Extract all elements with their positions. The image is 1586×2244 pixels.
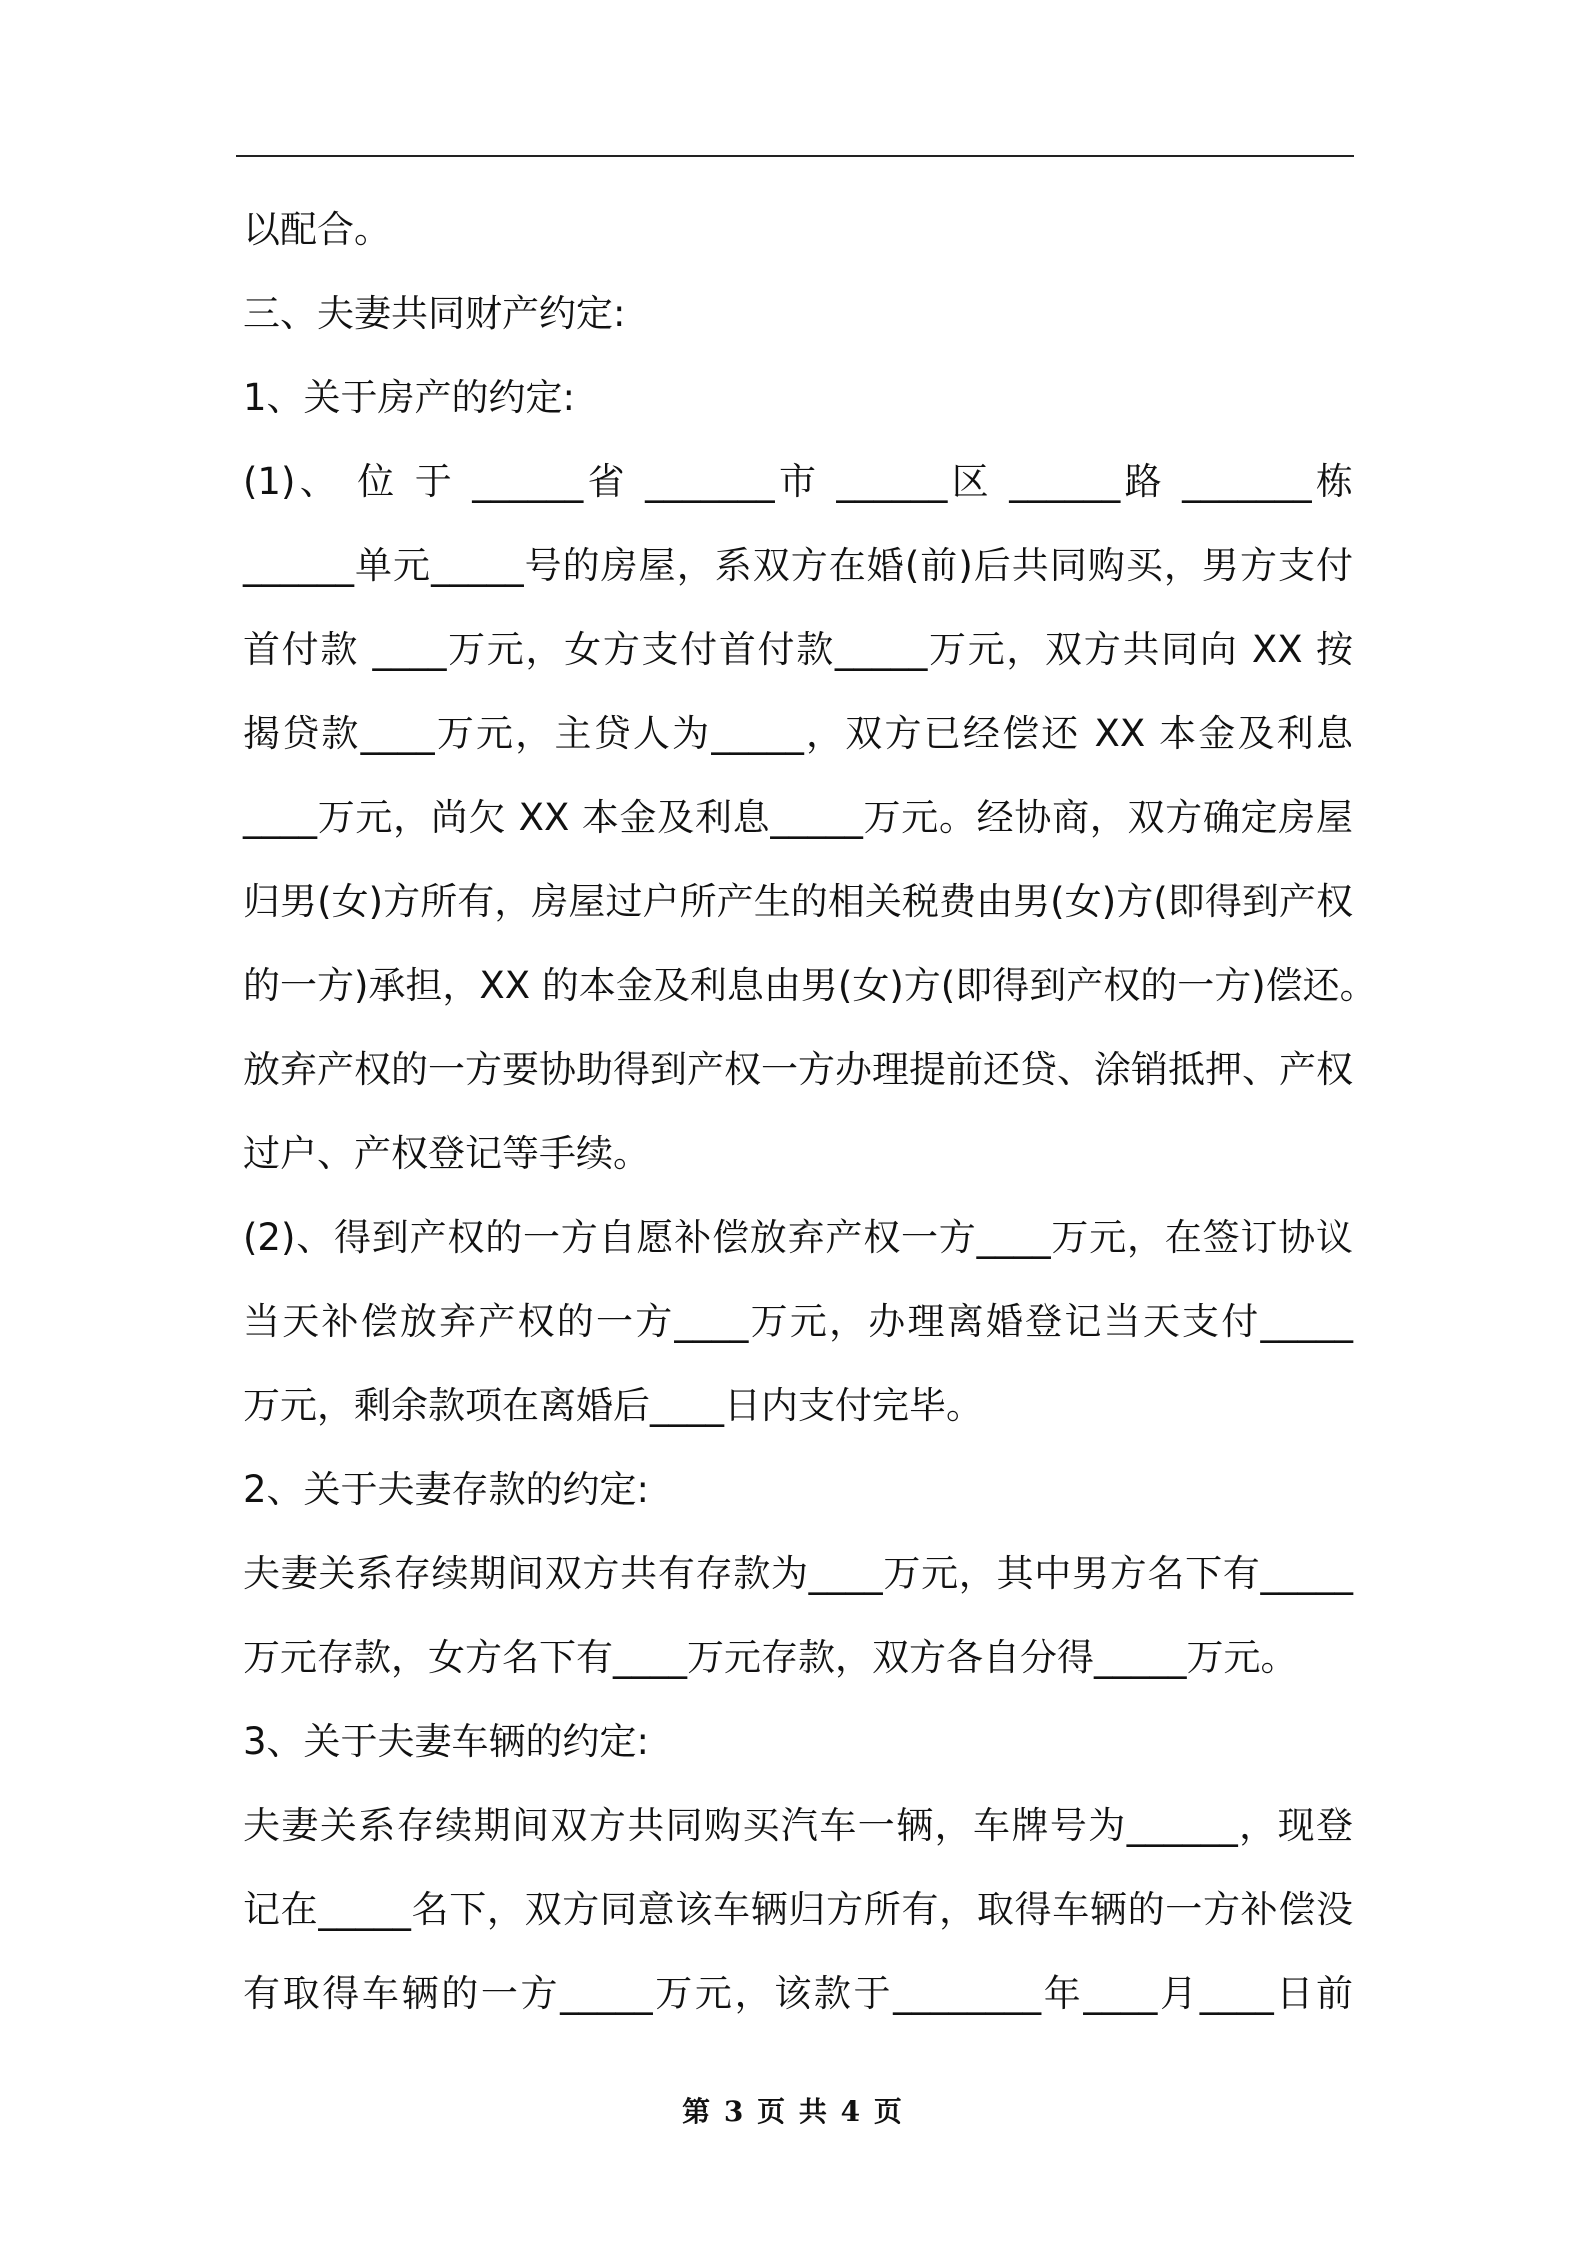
paragraph-line: 归男(女)方所有，房屋过户所产生的相关税费由男(女)方(即得到产权 <box>243 880 1353 923</box>
paragraph-line: 万元存款，女方名下有____万元存款，双方各自分得_____万元。 <box>243 1636 1298 1679</box>
paragraph-line: 过户、产权登记等手续。 <box>243 1132 650 1175</box>
document-body <box>243 188 1377 2036</box>
paragraph-line: 万元，剩余款项在离婚后____日内支付完毕。 <box>243 1384 983 1427</box>
paragraph-line: 放弃产权的一方要协助得到产权一方办理提前还贷、涂销抵押、产权 <box>243 1048 1353 1091</box>
header-rule <box>236 155 1354 157</box>
paragraph-line: 的一方)承担，XX 的本金及利息由男(女)方(即得到产权的一方)偿还。 <box>243 964 1377 1007</box>
paragraph-line: 有取得车辆的一方_____万元，该款于________年____月____日前 <box>243 1972 1353 2015</box>
paragraph-line: 夫妻关系存续期间双方共有存款为____万元，其中男方名下有_____ <box>243 1552 1353 1595</box>
paragraph-line: (1)、 位 于 ______省 _______市 ______区 ______路 _______栋 <box>243 460 1353 503</box>
subsection-heading: 2、关于夫妻存款的约定: <box>243 1468 650 1511</box>
paragraph-line: ______单元_____号的房屋，系双方在婚(前)后共同购买，男方支付 <box>243 544 1353 587</box>
subsection-heading: 1、关于房产的约定: <box>243 376 576 419</box>
subsection-heading: 3、关于夫妻车辆的约定: <box>243 1720 650 1763</box>
paragraph-line: (2)、得到产权的一方自愿补偿放弃产权一方____万元，在签订协议 <box>243 1216 1353 1259</box>
paragraph-line: 以配合。 <box>243 208 391 251</box>
section-heading: 三、夫妻共同财产约定: <box>243 292 626 335</box>
paragraph-line: ____万元，尚欠 XX 本金及利息_____万元。经协商，双方确定房屋 <box>243 796 1353 839</box>
page-number: 第 3 页 共 4 页 <box>682 2095 904 2128</box>
paragraph-line: 记在_____名下，双方同意该车辆归方所有，取得车辆的一方补偿没 <box>243 1888 1353 1931</box>
paragraph-line: 首付款 ____万元，女方支付首付款_____万元，双方共同向 XX 按 <box>243 628 1353 671</box>
paragraph-line: 揭贷款____万元，主贷人为_____，双方已经偿还 XX 本金及利息 <box>243 712 1353 755</box>
paragraph-line: 夫妻关系存续期间双方共同购买汽车一辆，车牌号为______，现登 <box>243 1804 1353 1847</box>
paragraph-line: 当天补偿放弃产权的一方____万元，办理离婚登记当天支付_____ <box>243 1300 1353 1343</box>
